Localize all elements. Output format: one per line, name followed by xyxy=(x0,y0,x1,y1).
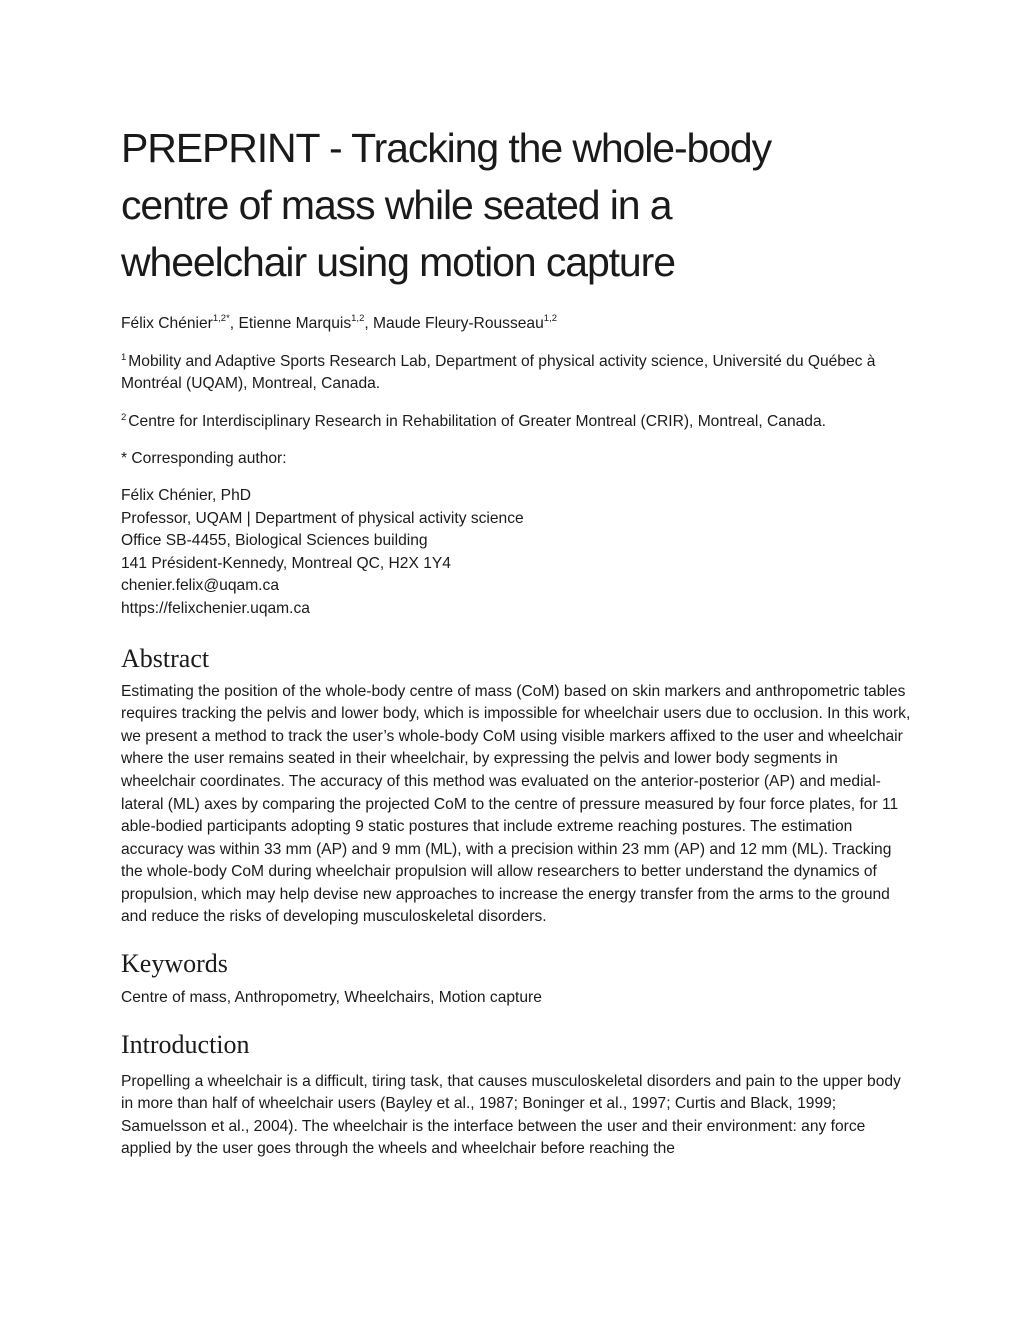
keywords-heading: Keywords xyxy=(121,949,228,979)
keywords-text: Centre of mass, Anthropometry, Wheelchairs, Motion capture xyxy=(121,989,542,1007)
author-separator: , xyxy=(364,315,374,332)
author-affiliation-marker: 1,2 xyxy=(543,313,557,324)
introduction-text: Propelling a wheelchair is a difficult, tiring task, that causes musculoskeletal disorders and pain to the upper body in more than half of wheelchair users (Bayley et al., 1987; Boninger et al., 1997; Curtis and Black, 1999; Samuelsson et al., 2004). The wheelchair is the interface between the user and their environment: any force applied by the user goes through the wheels and wheelchair before reaching the xyxy=(121,1072,901,1158)
contact-position: Professor, UQAM | Department of physical activity science xyxy=(121,509,524,527)
contact-office: Office SB-4455, Biological Sciences building xyxy=(121,532,428,550)
author-list xyxy=(121,313,911,336)
affiliation-text: Mobility and Adaptive Sports Research Lab, Department of physical activity science, Université du Québec à Montréal (UQAM), Montreal, Canada. xyxy=(121,352,876,393)
author-name: Etienne Marquis xyxy=(238,315,352,332)
introduction-heading: Introduction xyxy=(121,1029,250,1059)
affiliation-number: 2 xyxy=(121,411,127,423)
corresponding-author-label: * Corresponding author: xyxy=(121,450,287,468)
author-name: Félix Chénier xyxy=(121,315,213,332)
contact-name: Félix Chénier, PhD xyxy=(121,486,252,504)
abstract-text: Estimating the position of the whole-body centre of mass (CoM) based on skin markers and anthropometric tables requires tracking the pelvis and lower body, which is impossible for wheelchair users due to occlusion. In this work, we present a method to track the user’s whole-body CoM using visible markers affixed to the user and wheelchair where the user remains seated in their wheelchair, by expressing the pelvis and lower body segments in wheelchair coordinates. The accuracy of this method was evaluated on the anterior-posterior (AP) and medial-lateral (ML) axes by comparing the projected CoM to the centre of pressure measured by four force plates, for 11 able-bodied participants adopting 9 static postures that include extreme reaching postures. The estimation accuracy was within 33 mm (AP) and 9 mm (ML), with a precision within 23 mm (AP) and 12 mm (ML). Tracking the whole-body CoM during wheelchair propulsion will allow researchers to better understand the dynamics of propulsion, which may help devise new approaches to increase the energy transfer from the arms to the ground and reduce the risks of developing musculoskeletal disorders. xyxy=(121,682,911,926)
author-separator: , xyxy=(229,315,239,332)
contact-email[interactable]: chenier.felix@uqam.ca xyxy=(121,577,279,595)
author-affiliation-marker: 1,2 xyxy=(351,313,365,324)
abstract-heading: Abstract xyxy=(121,643,210,673)
contact-block xyxy=(121,485,911,621)
contact-address: 141 Président-Kennedy, Montreal QC, H2X 1Y4 xyxy=(121,554,451,572)
affiliation-number: 1 xyxy=(121,351,127,363)
paper-title: PREPRINT - Tracking the whole-body centre of mass while seated in a wheelchair using motion capture xyxy=(121,125,772,285)
affiliation-text: Centre for Interdisciplinary Research in Rehabilitation of Greater Montreal (CRIR), Montreal, Canada. xyxy=(128,412,826,430)
author-name: Maude Fleury-Rousseau xyxy=(373,315,544,332)
affiliation-1 xyxy=(121,351,911,396)
contact-website[interactable]: https://felixchenier.uqam.ca xyxy=(121,599,310,617)
affiliation-2 xyxy=(121,411,911,434)
author-affiliation-marker: 1,2* xyxy=(212,313,230,324)
document-page xyxy=(121,120,911,1161)
